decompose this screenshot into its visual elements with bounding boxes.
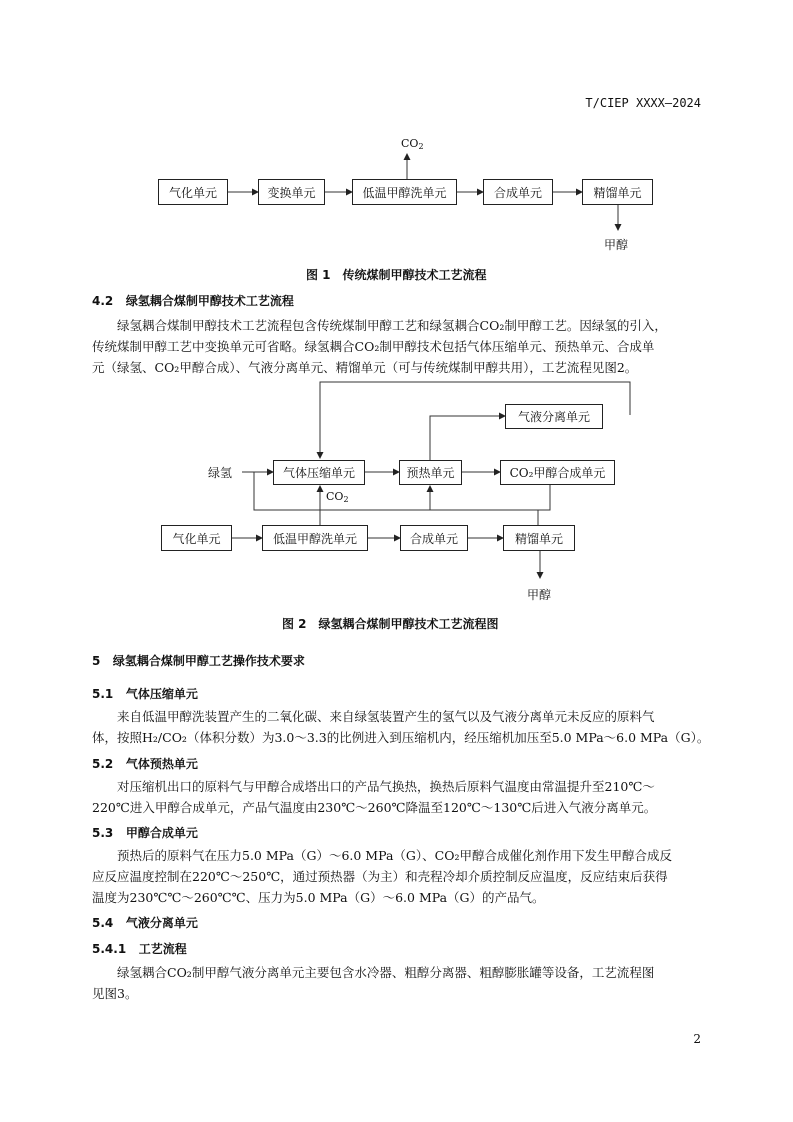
section-5-4-1-para: 绿氢耦合CO₂制甲醇气液分离单元主要包含水冷器、粗醇分离器、粗醇膨胀罐等设备，工艺流程图 见图3。 <box>92 965 655 1001</box>
box-gas-compression: 气体压缩单元 <box>273 460 365 485</box>
section-5-1-heading: 5.1 气体压缩单元 <box>92 687 198 701</box>
product-label: 甲醇 <box>604 238 629 252</box>
box-shift: 变换单元 <box>258 179 325 205</box>
box-preheat: 预热单元 <box>399 460 462 485</box>
box-gasify-2: 气化单元 <box>161 525 232 551</box>
page-number: 2 <box>693 1032 701 1046</box>
box-synthesis-2: 合成单元 <box>400 525 468 551</box>
box-synthesis: 合成单元 <box>483 179 553 205</box>
section-4-2-heading: 4.2 绿氢耦合煤制甲醇技术工艺流程 <box>92 294 294 308</box>
document-id: T/CIEP XXXX—2024 <box>585 96 701 110</box>
box-gas-liquid-separation: 气液分离单元 <box>505 404 603 429</box>
section-5-3-heading: 5.3 甲醇合成单元 <box>92 826 198 840</box>
co2-label: $CO_2$ <box>401 137 424 151</box>
section-5-1-para: 来自低温甲醇洗装置产生的二氧化碳、来自绿氢装置产生的氢气以及气液分离单元未反应的原料气 体，按照H₂/CO₂（体积分数）为3.0～3.3的比例进入到压缩机内，经压缩机加压至5.0 MPa～6.0 MPa（G）。 <box>92 709 710 745</box>
section-4-2-para: 绿氢耦合煤制甲醇技术工艺流程包含传统煤制甲醇工艺和绿氢耦合CO₂制甲醇工艺。因绿氢的引入， 传统煤制甲醇工艺中变换单元可省略。绿氢耦合CO₂制甲醇技术包括气体压缩单元、预热单元、合成单 元（绿氢、CO₂甲醇合成）、气液分离单元、精馏单元（可与传统煤制甲醇共用），工艺流程见图2。 <box>92 318 667 375</box>
box-co2-methanol-synthesis: CO₂甲醇合成单元 <box>500 460 615 485</box>
figure1-caption: 图 1 传统煤制甲醇技术工艺流程 <box>306 268 487 282</box>
box-methanol-wash: 低温甲醇洗单元 <box>352 179 457 205</box>
section-5-heading: 5 绿氢耦合煤制甲醇工艺操作技术要求 <box>92 654 305 668</box>
section-5-4-1-heading: 5.4.1 工艺流程 <box>92 942 187 956</box>
box-distillation-2: 精馏单元 <box>503 525 575 551</box>
section-5-4-heading: 5.4 气液分离单元 <box>92 916 198 930</box>
box-gasify: 气化单元 <box>158 179 228 205</box>
box-methanol-wash-2: 低温甲醇洗单元 <box>262 525 368 551</box>
product-label-2: 甲醇 <box>527 588 552 602</box>
section-5-2-para: 对压缩机出口的原料气与甲醇合成塔出口的产品气换热，换热后原料气温度由常温提升至210℃～ 220℃进入甲醇合成单元，产品气温度由230℃～260℃降温至120℃～130℃后进入气液分离单元。 <box>92 779 657 815</box>
green-h2-label: 绿氢 <box>208 466 233 480</box>
figure2-caption: 图 2 绿氢耦合煤制甲醇技术工艺流程图 <box>282 617 499 631</box>
co2-label-2: $CO_2$ <box>326 490 349 504</box>
section-5-2-heading: 5.2 气体预热单元 <box>92 757 198 771</box>
section-5-3-para: 预热后的原料气在压力5.0 MPa（G）～6.0 MPa（G）、CO₂甲醇合成催化剂作用下发生甲醇合成反 应反应温度控制在220℃～250℃，通过预热器（为主）和壳程冷却介质控制反应温度，反应结束后获得 温度为230℃℃～260℃℃、压力为5.0 MPa（G）～6.0 MPa（G）的产品气。 <box>92 848 672 905</box>
box-distillation: 精馏单元 <box>582 179 653 205</box>
